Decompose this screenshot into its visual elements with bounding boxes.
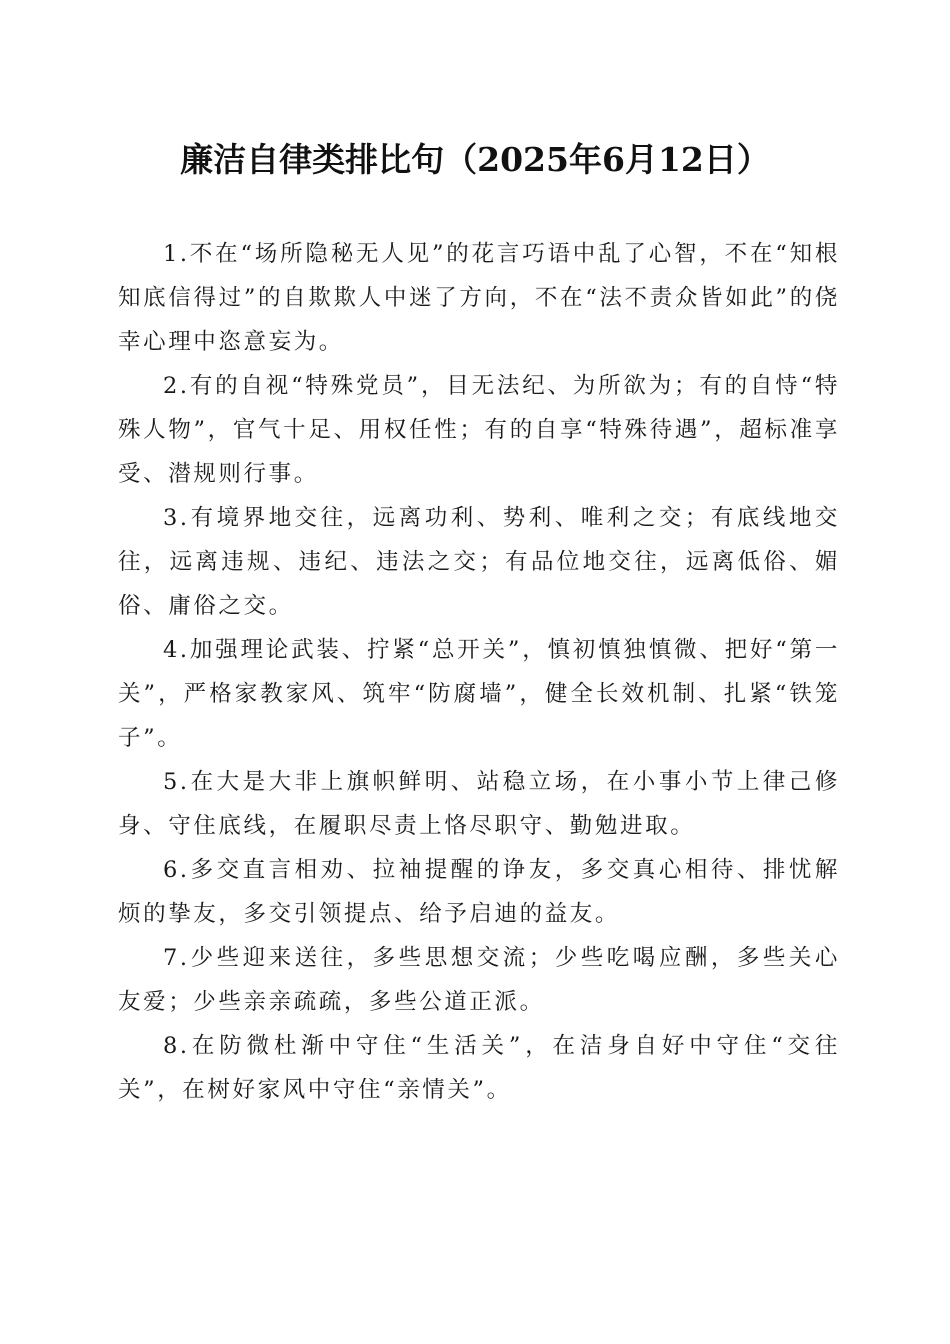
paragraph-5: 5.在大是大非上旗帜鲜明、站稳立场，在小事小节上律己修身、守住底线，在履职尽责上恪尽职守、勤勉进取。 xyxy=(118,769,840,839)
paragraph-2: 2.有的自视“特殊党员”，目无法纪、为所欲为；有的自恃“特殊人物”，官气十足、用权任性；有的自享“特殊待遇”，超标准享受、潜规则行事。 xyxy=(118,373,840,487)
document-title: 廉洁自律类排比句（2025年6月12日） xyxy=(180,140,770,179)
paragraph-1: 1.不在“场所隐秘无人见”的花言巧语中乱了心智，不在“知根知底信得过”的自欺欺人中迷了方向，不在“法不责众皆如此”的侥幸心理中恣意妄为。 xyxy=(118,241,840,355)
paragraph-4: 4.加强理论武装、拧紧“总开关”，慎初慎独慎微、把好“第一关”，严格家教家风、筑牢“防腐墙”，健全长效机制、扎紧“铁笼子”。 xyxy=(118,637,840,751)
paragraph-7: 7.少些迎来送往，多些思想交流；少些吃喝应酬，多些关心友爱；少些亲亲疏疏，多些公道正派。 xyxy=(118,945,840,1015)
paragraph-3: 3.有境界地交往，远离功利、势利、唯利之交；有底线地交往，远离违规、违纪、违法之交；有品位地交往，远离低俗、媚俗、庸俗之交。 xyxy=(118,505,840,619)
document-body xyxy=(118,232,840,1112)
paragraph-6: 6.多交直言相劝、拉袖提醒的诤友，多交真心相待、排忧解烦的挚友，多交引领提点、给予启迪的益友。 xyxy=(118,857,840,927)
paragraph-8: 8.在防微杜渐中守住“生活关”，在洁身自好中守住“交往关”，在树好家风中守住“亲情关”。 xyxy=(118,1033,840,1103)
